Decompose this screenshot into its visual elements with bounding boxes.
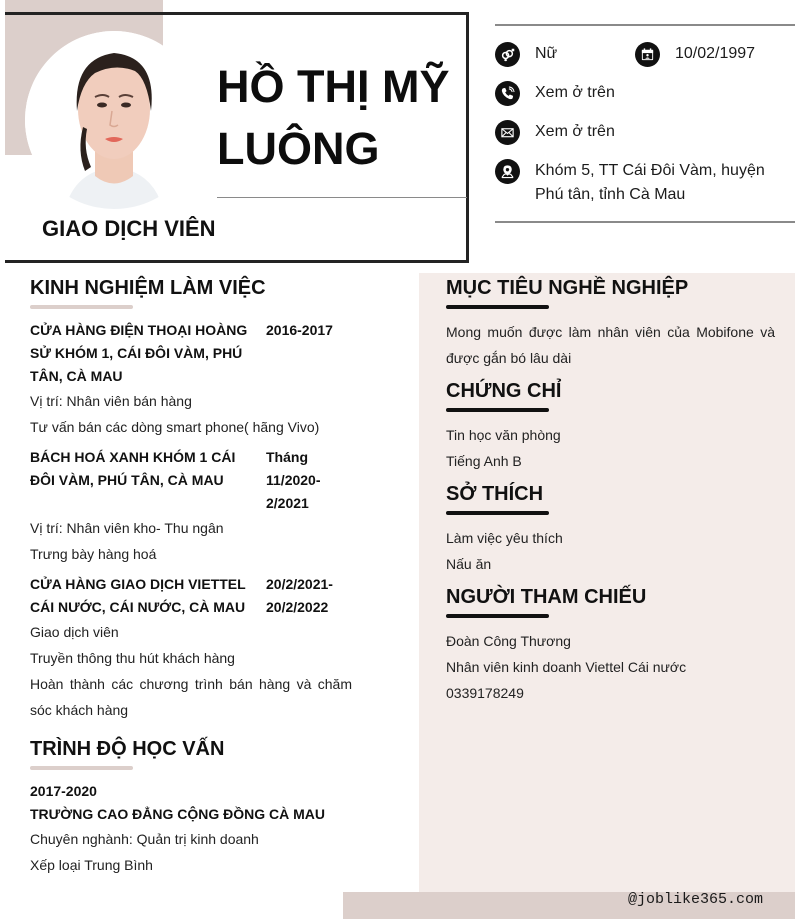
objective-title: MỤC TIÊU NGHỀ NGHIỆP — [446, 277, 689, 299]
calendar-icon — [635, 42, 660, 67]
job-detail: Tư vấn bán các dòng smart phone( hãng Vivo) — [30, 419, 320, 435]
job-period: Tháng 11/2020-2/2021 — [266, 449, 321, 511]
job-detail: Vị trí: Nhân viên bán hàng — [30, 393, 192, 409]
hobby-item: Nấu ăn — [446, 556, 492, 572]
experience-section — [30, 274, 352, 723]
hobbies-title: SỞ THÍCH — [446, 483, 544, 505]
gender-icon — [495, 42, 520, 67]
education-detail: Xếp loại Trung Bình — [30, 857, 153, 873]
objective-title-underline — [446, 305, 549, 309]
job-period: 20/2/2021-20/2/2022 — [266, 576, 333, 615]
name-divider — [217, 197, 467, 198]
name-line-2: LUÔNG — [217, 123, 380, 174]
education-title: TRÌNH ĐỘ HỌC VẤN — [30, 738, 225, 760]
job-detail: Giao dịch viên — [30, 624, 119, 640]
job-header — [30, 319, 352, 388]
reference-item: 0339178249 — [446, 685, 524, 701]
job-header — [30, 446, 352, 515]
objective-section — [446, 274, 775, 371]
job-company: CỬA HÀNG ĐIỆN THOẠI HOÀNG SỬ KHÓM 1, CÁI ĐÔI VÀM, PHÚ TÂN, CÀ MAU — [30, 322, 248, 384]
job-entry — [30, 573, 352, 723]
contact-top-divider — [495, 24, 795, 26]
experience-title-underline — [30, 305, 133, 309]
birthday-field — [635, 42, 795, 67]
education-detail: Chuyên nghành: Quản trị kinh doanh — [30, 831, 259, 847]
contact-row-phone — [495, 81, 795, 106]
hobbies-section — [446, 480, 775, 577]
candidate-name — [217, 56, 467, 180]
gender-field — [495, 42, 635, 67]
name-line-1: HỒ THỊ MỸ — [217, 61, 450, 112]
education-title-underline — [30, 766, 133, 770]
hobbies-title-underline — [446, 511, 549, 515]
education-section — [30, 735, 352, 878]
address-line-2: Phú tân, tỉnh Cà Mau — [535, 186, 686, 203]
job-entry — [30, 319, 352, 440]
job-company: BÁCH HOÁ XANH KHÓM 1 CÁI ĐÔI VÀM, PHÚ TÂN, CÀ MAU — [30, 449, 236, 488]
job-detail: Vị trí: Nhân viên kho- Thu ngân — [30, 520, 224, 536]
job-header — [30, 573, 352, 619]
certificates-section — [446, 377, 775, 474]
certificates-title: CHỨNG CHỈ — [446, 380, 562, 402]
profile-photo — [25, 31, 203, 209]
portrait-photo-image — [25, 31, 203, 209]
job-title: GIAO DỊCH VIÊN — [42, 216, 216, 241]
references-title: NGƯỜI THAM CHIẾU — [446, 586, 647, 608]
contact-bottom-divider — [495, 221, 795, 223]
certificate-item: Tiếng Anh B — [446, 453, 522, 469]
gender-value: Nữ — [535, 45, 558, 62]
experience-title: KINH NGHIỆM LÀM VIỆC — [30, 277, 266, 299]
contact-row-address — [495, 159, 795, 207]
job-company: CỬA HÀNG GIAO DỊCH VIETTEL CÁI NƯỚC, CÁI NƯỚC, CÀ MAU — [30, 576, 246, 615]
education-period: 2017-2020 — [30, 783, 97, 799]
location-icon — [495, 159, 520, 184]
phone-value: Xem ở trên — [535, 84, 615, 101]
job-entry — [30, 446, 352, 567]
left-column — [30, 274, 352, 878]
reference-item: Nhân viên kinh doanh Viettel Cái nước — [446, 659, 687, 675]
references-section — [446, 583, 775, 706]
phone-icon — [495, 81, 520, 106]
address-value — [535, 159, 765, 207]
hobby-item: Làm việc yêu thích — [446, 530, 563, 546]
right-column — [446, 274, 775, 712]
contact-row-personal — [495, 42, 795, 67]
references-title-underline — [446, 614, 549, 618]
contact-info — [495, 24, 795, 223]
job-detail: Truyền thông thu hút khách hàng — [30, 650, 235, 666]
reference-item: Đoàn Công Thương — [446, 633, 571, 649]
birthday-value: 10/02/1997 — [675, 45, 756, 62]
education-school: TRƯỜNG CAO ĐẲNG CỘNG ĐỒNG CÀ MAU — [30, 806, 325, 822]
footer-watermark: @joblike365.com — [627, 891, 763, 908]
certificates-title-underline — [446, 408, 549, 412]
certificate-item: Tin học văn phòng — [446, 427, 561, 443]
job-period: 2016-2017 — [266, 322, 333, 338]
email-value: Xem ở trên — [535, 123, 615, 140]
job-detail: Hoàn thành các chương trình bán hàng và chăm sóc khách hàng — [30, 676, 352, 718]
email-icon — [495, 120, 520, 145]
contact-row-email — [495, 120, 795, 145]
address-line-1: Khóm 5, TT Cái Đôi Vàm, huyện — [535, 162, 765, 179]
job-detail: Trưng bày hàng hoá — [30, 546, 157, 562]
objective-text: Mong muốn được làm nhân viên của Mobifone và được gắn bó lâu dài — [446, 324, 775, 366]
